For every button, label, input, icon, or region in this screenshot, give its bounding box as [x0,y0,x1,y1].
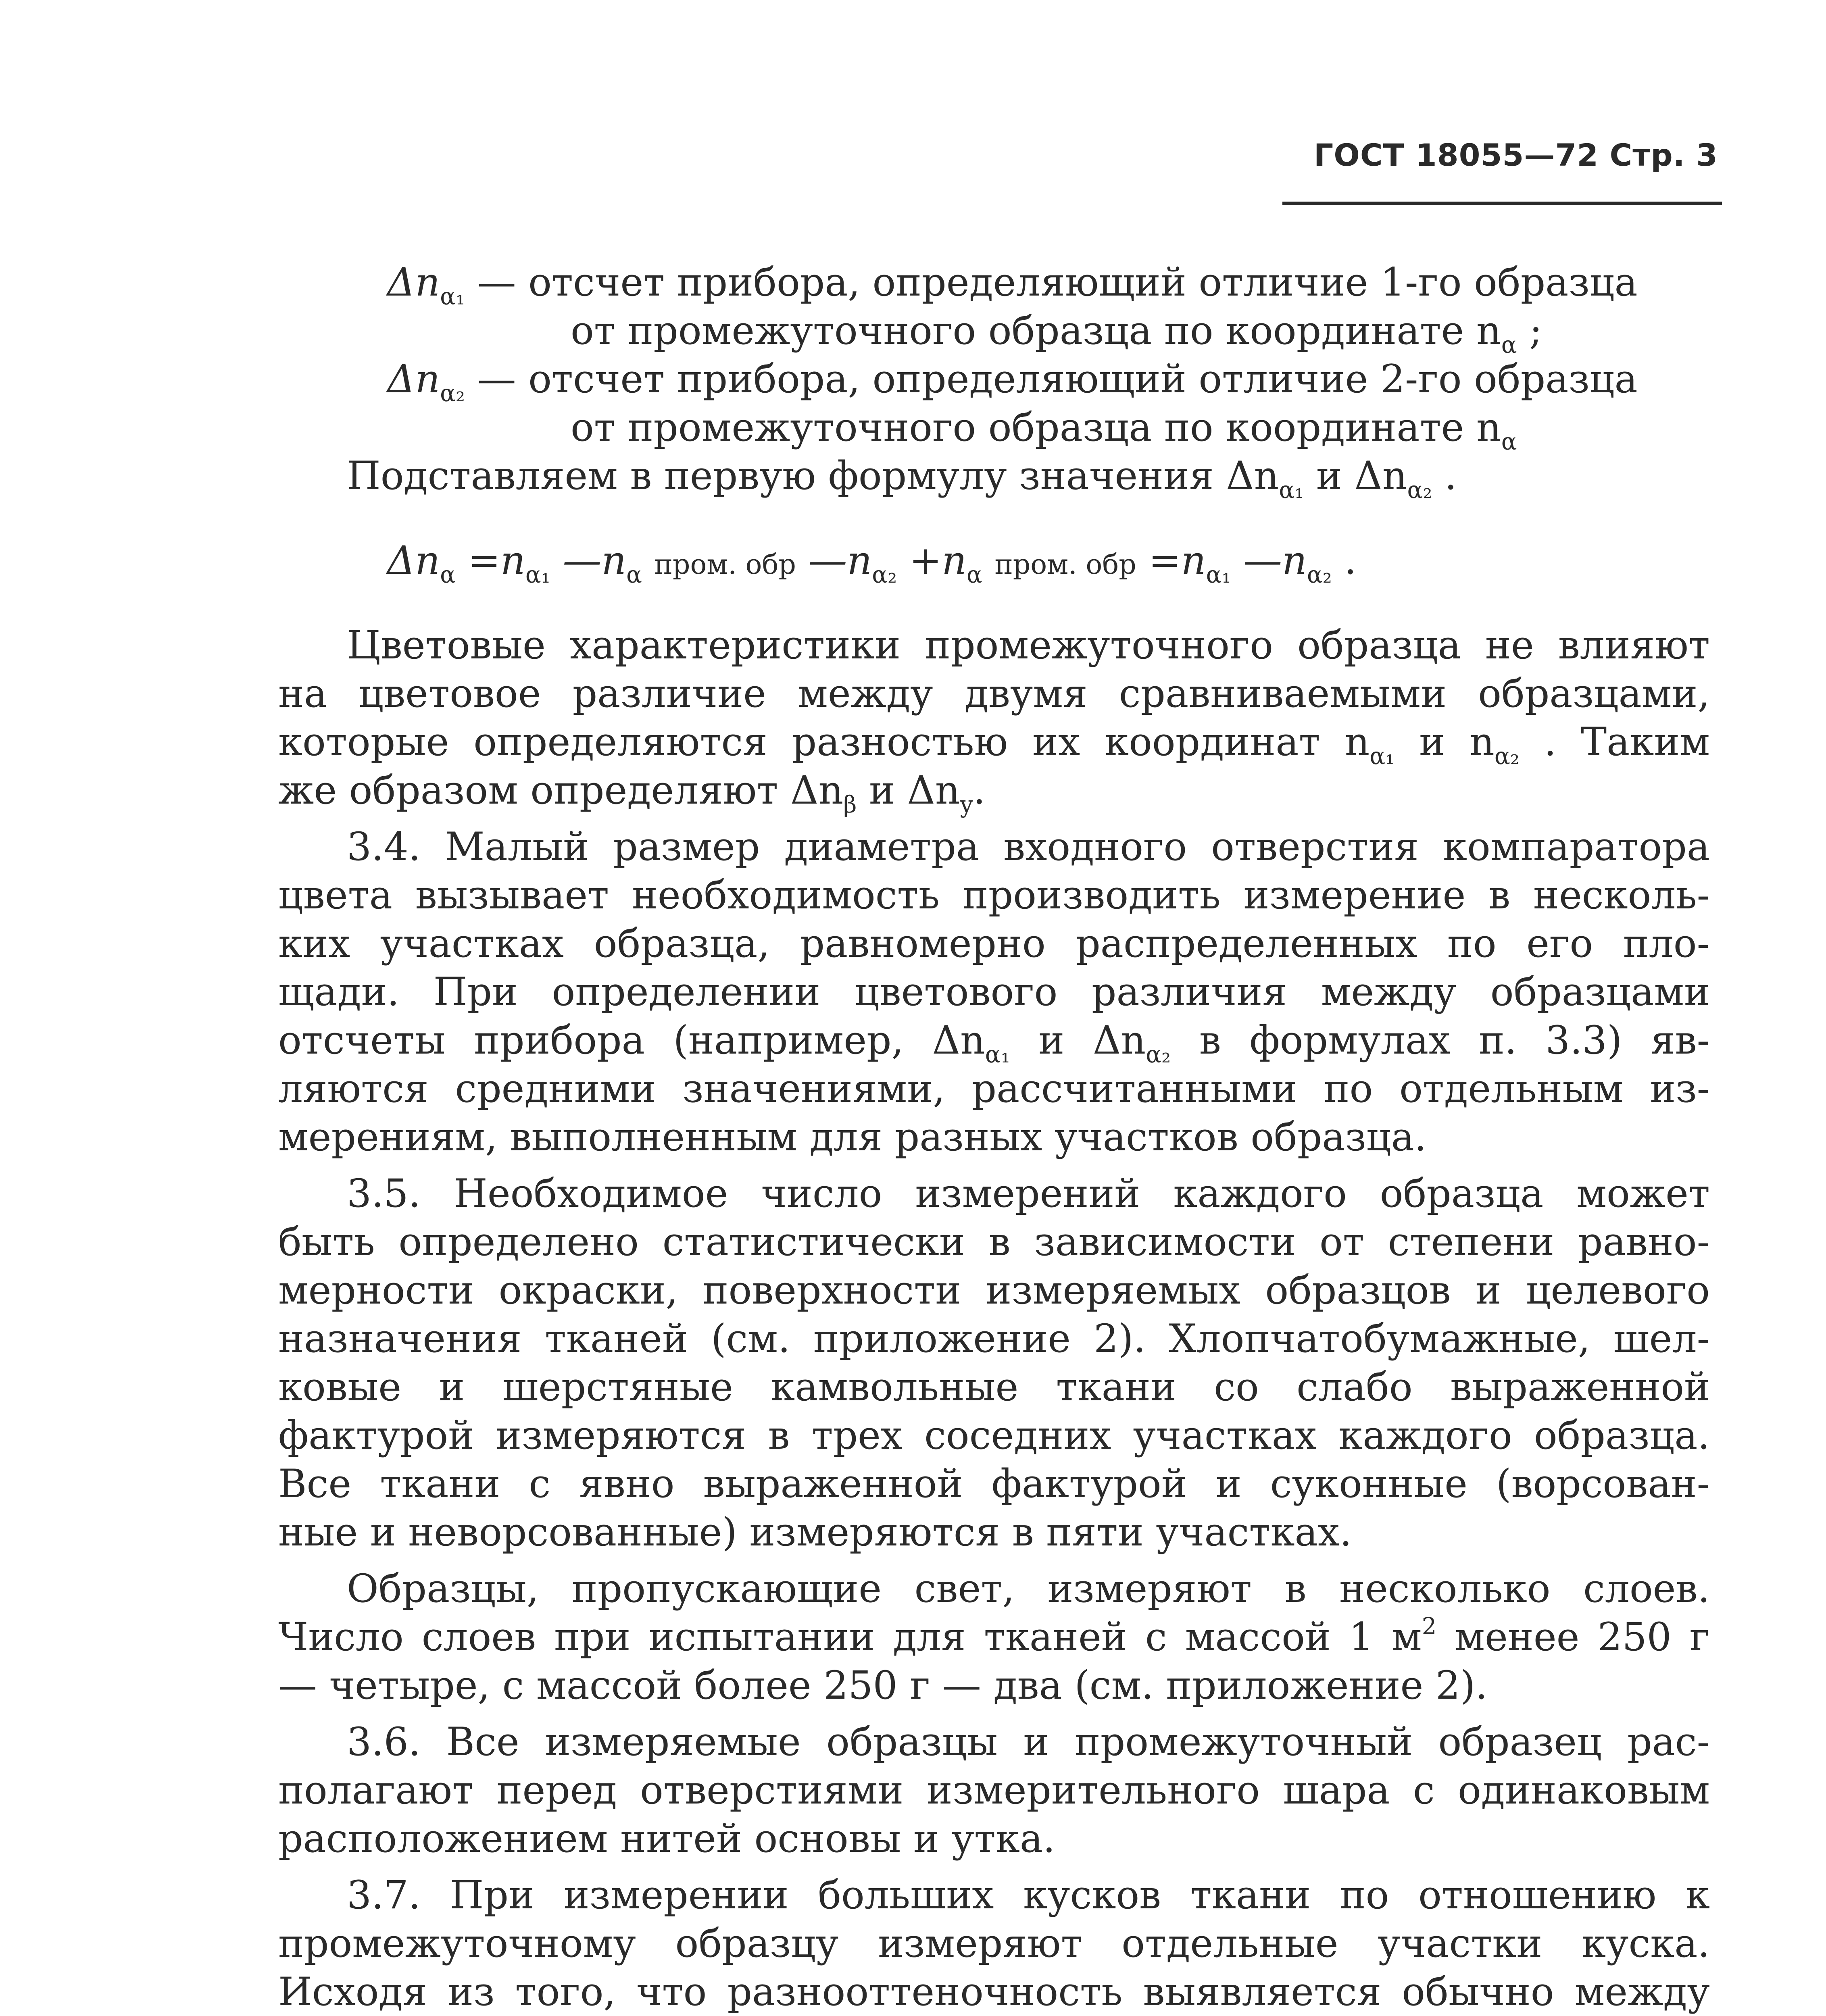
paragraph-line: фактурой измеряются в трех соседних участках каждого образца. [278,1413,1710,1458]
punctuation: ; [1517,308,1543,353]
formula-term: Δn [387,538,440,583]
paragraph-line: мерениям, выполненным для разных участков образца. [278,1114,1427,1160]
definition-text: — отсчет прибора, определяющий отличие 2-го образца [477,356,1638,402]
subscript: α₂ [872,561,897,588]
subscript: α₁ [525,561,550,588]
paragraph-line: на цветовое различие между двумя сравниваемыми образцами, [278,671,1710,716]
paragraph-line: отсчеты прибора (например, $\Delta n_{\alpha_1}$ и $\Delta n_{\alpha_2}$ в формулах п. 3.3) яв- [278,1018,1710,1068]
paragraph-line: мерности окраски, поверхности измеряемых образцов и целевого [278,1268,1710,1313]
paragraph-line: промежуточному образцу измеряют отдельные участки куска. [278,1921,1710,1966]
paragraph-line: расположением нитей основы и утка. [278,1816,1055,1861]
definition-line [387,355,1638,407]
subscript: α [440,561,456,588]
paragraph-line: быть определено статистически в зависимости от степени равно- [278,1219,1710,1264]
paragraph-line: — четыре, с массой более 250 г — два (см. приложение 2). [278,1663,1488,1708]
definition-line [387,258,1638,310]
subscript: α₁ [1279,477,1304,504]
text: и Δn [1304,453,1407,498]
header-rule [1282,202,1722,205]
subscript: α [1501,428,1517,455]
paragraph-line: цвета вызывает необходимость производить измерение в несколь- [278,873,1710,918]
paragraph-line: 3.7. При измерении больших кусков ткани по отношению к [347,1872,1710,1918]
paragraph-line: которые определяются разностью их координат $n_{\alpha_1}$ и $n_{\alpha_2}$ . Таким [278,719,1710,770]
paragraph-line: 3.5. Необходимое число измерений каждого образца может [347,1171,1710,1216]
subscript: α₂ [440,380,465,407]
paragraph-line: ких участках образца, равномерно распределенных по его пло- [278,921,1710,966]
delta-n-symbol: Δn [387,356,440,402]
formula [387,536,1357,589]
formula-term: —n [808,538,872,583]
paragraph-line: ляются средними значениями, рассчитанными по отдельным из- [278,1066,1710,1111]
formula-term: —n [1243,538,1307,583]
definition-text: от промежуточного образца по координате n [571,308,1501,353]
subscript: α₁ [1206,561,1231,588]
subscript: α [967,561,982,588]
definition-text: от промежуточного образца по координате n [571,405,1501,450]
punctuation: . [1332,538,1357,583]
paragraph-line: Число слоев при испытании для тканей с массой 1 $м^2$ менее 250 г [278,1613,1710,1660]
formula-term: =n [468,538,525,583]
delta-n-symbol: Δn [387,260,440,305]
substitution-line [347,452,1457,504]
paragraph-line: ные и неворсованные) измеряются в пяти участках. [278,1510,1352,1555]
paragraph-line: же образом определяют $\Delta n_\beta$ и $\Delta n_y$. [278,768,986,818]
paragraph-line: Цветовые характеристики промежуточного образца не влияют [347,623,1710,668]
subscript: α₁ [440,283,465,310]
formula-term: —n [563,538,627,583]
definition-line [571,403,1517,455]
paragraph-line: Все ткани с явно выраженной фактурой и суконные (ворсован- [278,1461,1710,1506]
definition-text: — отсчет прибора, определяющий отличие 1-го образца [477,260,1638,305]
formula-term: =n [1149,538,1206,583]
paragraph-line: 3.4. Малый размер диаметра входного отверстия компаратора [347,824,1710,869]
running-header: ГОСТ 18055—72 Стр. 3 [1313,137,1718,173]
subscript: α [1501,331,1517,358]
formula-note: пром. обр [994,549,1136,581]
paragraph-line: полагают перед отверстиями измерительного шара с одинаковым [278,1768,1710,1813]
paragraph-line: 3.6. Все измеряемые образцы и промежуточный образец рас- [347,1719,1710,1764]
formula-term: +n [909,538,967,583]
paragraph-line: Исходя из того, что разнооттеночность выявляется обычно между [278,1969,1710,2014]
subscript: α₂ [1407,477,1432,504]
formula-note: пром. обр [654,549,796,581]
punctuation: . [1432,453,1457,498]
text: Подставляем в первую формулу значения Δn [347,453,1279,498]
paragraph-line: Образцы, пропускающие свет, измеряют в несколько слоев. [347,1566,1710,1611]
definition-line [571,306,1543,358]
subscript: α₂ [1307,561,1332,588]
paragraph-line: щади. При определении цветового различия между образцами [278,969,1710,1014]
paragraph-line: назначения тканей (см. приложение 2). Хлопчатобумажные, шел- [278,1316,1710,1361]
paragraph-line: ковые и шерстяные камвольные ткани со слабо выраженной [278,1364,1710,1410]
subscript: α [626,561,642,588]
